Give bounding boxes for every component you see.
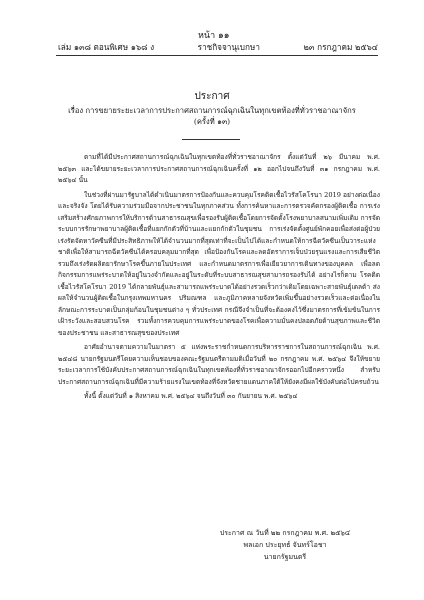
title-divider xyxy=(182,139,240,140)
body-paragraph: ทั้งนี้ ตั้งแต่วันที่ ๑ สิงหาคม พ.ศ. ๒๕๖๔ จนถึงวันที่ ๓๐ กันยายน พ.ศ. ๒๕๖๔ xyxy=(84,392,298,400)
signatory-position: นายกรัฐมนตรี xyxy=(263,553,307,561)
subject-line: เรื่อง การขยายระยะเวลาการประกาศสถานการณ์ฉุกเฉินในทุกเขตท้องที่ทั่วราชอาณาจักร xyxy=(68,106,356,115)
gazette-header xyxy=(58,41,378,54)
body-paragraph: ในช่วงที่ผ่านมารัฐบาลได้ดำเนินมาตรการป้องกันและควบคุมโรคติดเชื้อไวรัสโคโรนา 2019 อย่างต่อเนื่องและจริงจัง โดยได้รับความร่วมมือจากประชาชนในทุกภาคส่วน ทั้งการค้นหาและการตรวจคัดกรองผู้ติดเชื้อ การเร่งเสริมสร้างศักยภาพการให้บริการด้านสาธารณสุขเพื่อรองรับผู้ติดเชื้อโดยการจัดตั้งโรงพยาบาลสนามเพิ่มเติม การจัดระบบการรักษาพยาบาลผู้ติดเชื้อที่แยกกักตัวที่บ้านและแยกกักตัวในชุมชน การเร่งจัดตั้งศูนย์พักคอยเพื่อส่งต่อผู้ป่วย เร่งรัดจัดหาวัคซีนที่มีประสิทธิภาพให้ได้จำนวนมากที่สุดเท่าที่จะเป็นไปได้และกำหนดให้การฉีดวัคซีนเป็นวาระแห่งชาติเพื่อให้สามารถฉีดวัคซีนได้ครอบคลุมมากที่สุด เพื่อป้องกันโรคและลดอัตราการเจ็บป่วยรุนแรงและการเสียชีวิต รวมถึงเร่งรัดผลิตยารักษาโรคขึ้นภายในประเทศ และกำหนดมาตรการเพื่อเยียวยาการเดินทางของบุคคล เพื่อลดกิจกรรมการแพร่ระบาดให้อยู่ในวงจำกัดและอยู่ในระดับที่ระบบสาธารณสุขสามารถรองรับได้ อย่างไรก็ตาม โรคติดเชื้อไวรัสโคโรนา 2019 ได้กลายพันธุ์และสามารถแพร่ระบาดได้อย่างรวดเร็วกว่าเดิมโดยเฉพาะสายพันธุ์เดลต้า ส่งผลให้จำนวนผู้ติดเชื้อในกรุงเทพมหานคร ปริมณฑล และภูมิภาคหลายจังหวัดเพิ่มขึ้นอย่างรวดเร็วและต่อเนื่องในลักษณะการระบาดเป็นกลุ่มก้อนในชุมชนต่าง ๆ ทั่วประเทศ กรณีจึงจำเป็นที่จะต้องคงไว้ซึ่งมาตรการที่เข้มข้นในการเฝ้าระวังและสอบสวนโรค รวมทั้งการควบคุมการแพร่ระบาดของโรคเพื่อความมั่นคงปลอดภัยด้านสุขภาพและชีวิตของประชาชน และสาธารณสุขของประเทศ xyxy=(58,190,380,337)
page-number: หน้า ๑๑ xyxy=(198,31,230,41)
announcement-title: ประกาศ xyxy=(194,91,230,102)
signature-date: ประกาศ ณ วันที่ ๒๒ กรกฎาคม พ.ศ. ๒๕๖๔ xyxy=(219,529,351,537)
header-divider xyxy=(56,55,378,56)
announcement-subject xyxy=(0,105,424,127)
volume-info: เล่ม ๑๓๘ ตอนพิเศษ ๑๖๘ ง xyxy=(58,42,155,52)
body-paragraph: ตามที่ได้มีประกาศสถานการณ์ฉุกเฉินในทุกเขตท้องที่ทั่วราชอาณาจักร ตั้งแต่วันที่ ๒๖ มีนาคม พ.ศ. ๒๕๖๓ และได้ขยายระยะเวลาการประกาศสถานการณ์ฉุกเฉินครั้งที่ ๑๒ ออกไปจนถึงวันที่ ๓๑ กรกฎาคม พ.ศ. ๒๕๖๔ นั้น xyxy=(58,153,380,184)
body-paragraph: อาศัยอำนาจตามความในมาตรา ๕ แห่งพระราชกำหนดการบริหารราชการในสถานการณ์ฉุกเฉิน พ.ศ. ๒๕๔๘ นายกรัฐมนตรีโดยความเห็นชอบของคณะรัฐมนตรีตามมติเมื่อวันที่ ๒๐ กรกฎาคม พ.ศ. ๒๕๖๔ จึงให้ขยายระยะเวลาการใช้บังคับประกาศสถานการณ์ฉุกเฉินในทุกเขตท้องที่ทั่วราชอาณาจักรออกไปอีกคราวหนึ่ง สำหรับประกาศสถานการณ์ฉุกเฉินที่มีความร้ายแรงในเขตท้องที่จังหวัดชายแดนภาคใต้ให้ยังคงมีผลใช้บังคับต่อไปครบถ้วน xyxy=(58,343,380,386)
subject-number: (ครั้งที่ ๑๓) xyxy=(193,117,231,126)
gazette-date: ๒๓ กรกฎาคม ๒๕๖๔ xyxy=(303,42,378,52)
announcement-body xyxy=(58,152,380,406)
signatory-name: พลเอก ประยุทธ์ จันทร์โอชา xyxy=(243,541,327,549)
gazette-name: ราชกิจจานุเบกษา xyxy=(197,42,260,52)
signature-block xyxy=(200,527,370,563)
